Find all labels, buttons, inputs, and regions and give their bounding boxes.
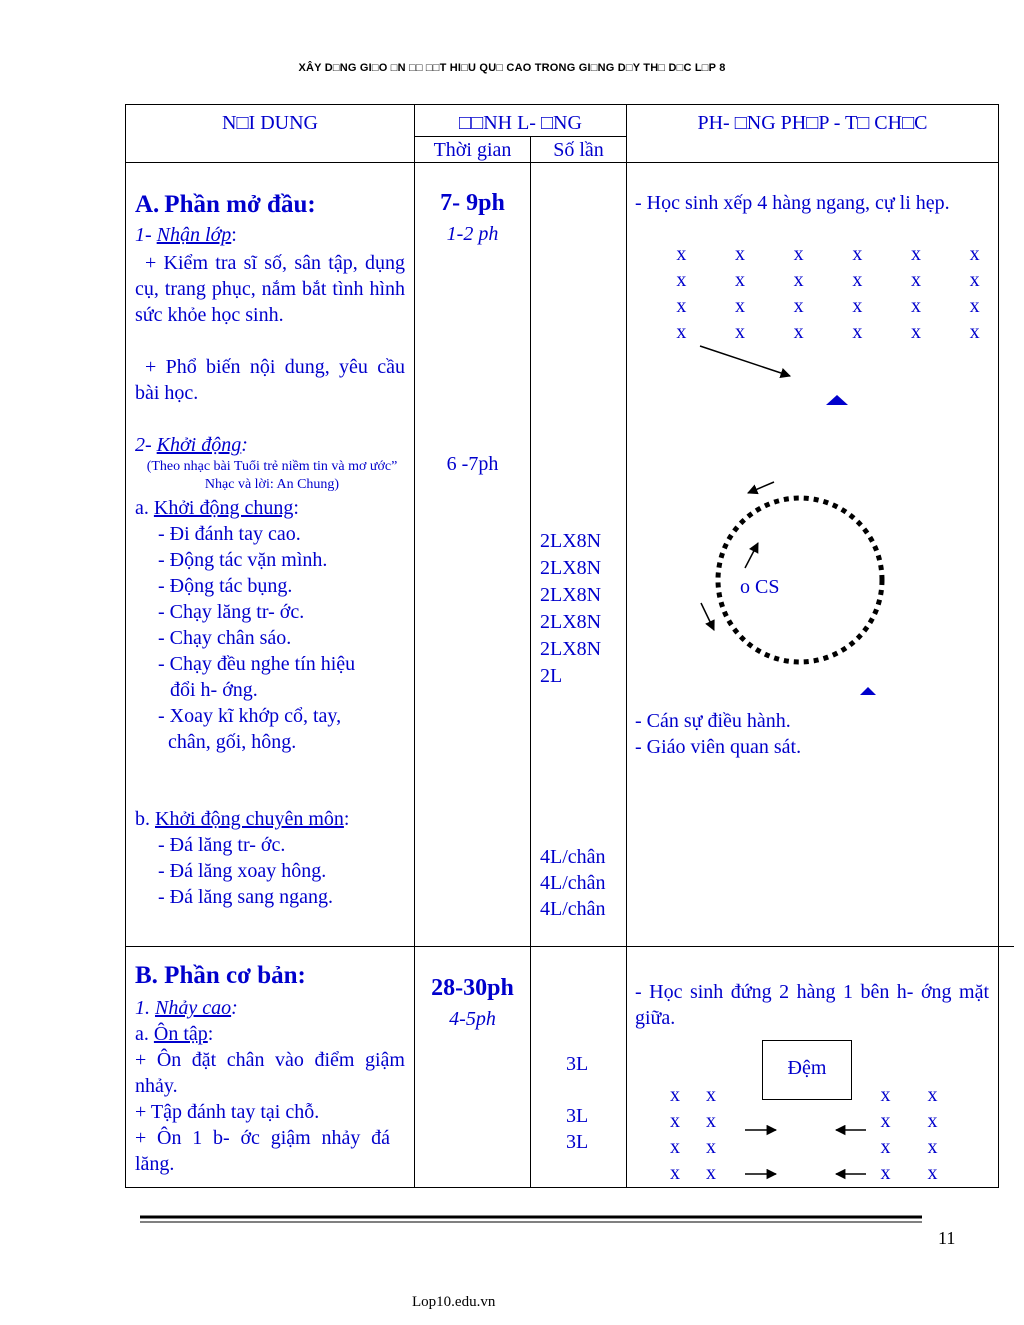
specialized-item: - Đá lăng tr- ớc. (158, 834, 286, 856)
rep-count: 3L (566, 1131, 589, 1153)
student-mark: x (852, 321, 863, 343)
student-mark: x (706, 1084, 716, 1106)
warmup-item: - Chạy lăng tr- ớc. (158, 601, 305, 623)
student-mark: x (880, 1110, 891, 1132)
page-number: 11 (938, 1228, 956, 1248)
rep-count: 2LX8N (540, 557, 602, 579)
warmup-item: - Động tác vặn mình. (158, 549, 328, 571)
student-mark: x (793, 321, 804, 343)
rep-count: 2LX8N (540, 584, 602, 606)
student-mark: x (927, 1136, 938, 1158)
student-mark: x (880, 1136, 891, 1158)
col-header-content: N□I DUNG (222, 112, 318, 134)
student-mark: x (706, 1162, 716, 1184)
rep-count: 2LX8N (540, 530, 602, 552)
rep-count: 3L (566, 1053, 589, 1075)
student-mark: x (676, 243, 687, 265)
student-mark: x (670, 1084, 680, 1106)
nhan-lop-item-1: + Kiểm tra sĩ số, sân tập, dụng cụ, trang phục, nắm bắt tình hình sức khỏe học sinh. (135, 252, 405, 326)
warmup-item: chân, gối, hông. (168, 731, 297, 753)
student-mark: x (852, 269, 863, 291)
warmup-item: - Xoay kĩ khớp cổ, tay, (158, 705, 342, 727)
section-a-time: 7- 9ph (440, 190, 505, 216)
student-mark: x (852, 243, 863, 265)
method-b-description: - Học sinh đứng 2 hàng 1 bên h- ớng mặt giữa. (635, 981, 989, 1029)
rep-count: 4L/chân (540, 846, 606, 868)
student-mark: x (676, 295, 687, 317)
rep-count: 3L (566, 1105, 589, 1127)
nhan-lop-time: 1-2 ph (446, 223, 499, 245)
method-a-leader: - Cán sự điều hành. (635, 710, 791, 732)
student-mark: x (969, 321, 980, 343)
student-mark: x (734, 243, 745, 265)
student-mark: x (706, 1136, 716, 1158)
nhan-lop-heading: 1- Nhận lớp: (135, 224, 237, 246)
method-a-description: - Học sinh xếp 4 hàng ngang, cự li hẹp. (635, 192, 950, 214)
student-mark: x (880, 1084, 891, 1106)
warmup-circle (718, 498, 882, 662)
rep-count: 2L (540, 665, 563, 687)
khoi-dong-note: (Theo nhạc bài Tuổi trẻ niềm tin và mơ ước” Nhạc và lời: An Chung) (146, 459, 398, 492)
circle-arrow (748, 482, 774, 493)
mat-label: Đệm (787, 1057, 827, 1079)
col-header-method: PH- □NG PH□P - T□ CH□C (697, 112, 928, 134)
student-mark: x (734, 269, 745, 291)
on-tap-heading: a. Ôn tập: (135, 1023, 214, 1045)
page-header: XÂY D□NG GI□O □N □□ □□T HI□U QU□ CAO TRONG GI□NG D□Y TH□ D□C L□P 8 (298, 62, 726, 74)
student-mark: x (927, 1110, 938, 1132)
rep-count: 2LX8N (540, 611, 602, 633)
practice-item: + Tập đánh tay tại chỗ. (135, 1101, 320, 1123)
student-mark: x (706, 1110, 716, 1132)
footer-source: Lop10.edu.vn (412, 1294, 496, 1310)
circle-arrow (745, 543, 758, 568)
student-mark: x (734, 321, 745, 343)
rep-count: 2LX8N (540, 638, 602, 660)
student-mark: x (793, 269, 804, 291)
student-mark: x (852, 295, 863, 317)
specialized-item: - Đá lăng sang ngang. (158, 886, 333, 908)
practice-item: + Ôn 1 b- ớc giậm nhảy đá lăng. (135, 1127, 390, 1175)
col-header-reps: Số lần (553, 139, 604, 161)
rep-count: 4L/chân (540, 898, 606, 920)
student-mark: x (969, 269, 980, 291)
student-mark: x (927, 1162, 938, 1184)
col-header-dose: □□NH L- □NG (459, 112, 582, 134)
warmup-item: - Động tác bụng. (158, 575, 293, 597)
student-mark: x (670, 1110, 680, 1132)
student-mark: x (676, 269, 687, 291)
nhay-cao-heading: 1. Nhảy cao: (135, 997, 238, 1019)
student-mark: x (880, 1162, 891, 1184)
circle-arrow (701, 603, 714, 630)
warmup-item: - Chạy chân sáo. (158, 627, 292, 649)
student-mark: x (676, 321, 687, 343)
student-mark: x (910, 321, 921, 343)
khoi-dong-time: 6 -7ph (446, 453, 499, 475)
col-header-time: Thời gian (433, 139, 512, 161)
student-mark: x (969, 295, 980, 317)
student-mark: x (793, 243, 804, 265)
teacher-triangle-icon (826, 395, 848, 405)
rep-count: 4L/chân (540, 872, 606, 894)
nhay-cao-time: 4-5ph (449, 1008, 496, 1030)
section-a-title: A. Phần mở đầu: (135, 191, 316, 218)
circle-leader-label: o CS (740, 576, 780, 598)
khoi-dong-heading: 2- Khởi động: (135, 434, 248, 456)
student-mark: x (910, 243, 921, 265)
warmup-item: - Đi đánh tay cao. (158, 523, 301, 545)
method-a-teacher: - Giáo viên quan sát. (635, 736, 802, 758)
nhan-lop-item-2: + Phổ biến nội dung, yêu cầu bài học. (135, 356, 405, 404)
khoi-dong-chung-heading: a. Khởi động chung: (135, 497, 299, 519)
student-mark: x (670, 1136, 680, 1158)
section-b-time: 28-30ph (431, 975, 514, 1001)
warmup-item: - Chạy đều nghe tín hiệu (158, 653, 356, 675)
student-mark: x (670, 1162, 680, 1184)
student-mark: x (910, 269, 921, 291)
section-b-title: B. Phần cơ bản: (135, 962, 306, 989)
student-mark: x (910, 295, 921, 317)
student-mark: x (927, 1084, 938, 1106)
formation-arrow (700, 346, 790, 376)
student-mark: x (793, 295, 804, 317)
specialized-item: - Đá lăng xoay hông. (158, 860, 327, 882)
practice-item: + Ôn đặt chân vào điểm giậm nhảy. (135, 1049, 405, 1097)
student-mark: x (969, 243, 980, 265)
student-mark: x (734, 295, 745, 317)
khoi-dong-chuyen-mon-heading: b. Khởi động chuyên môn: (135, 808, 350, 830)
warmup-item: đổi h- ớng. (170, 679, 258, 701)
teacher-triangle-icon (860, 687, 876, 695)
